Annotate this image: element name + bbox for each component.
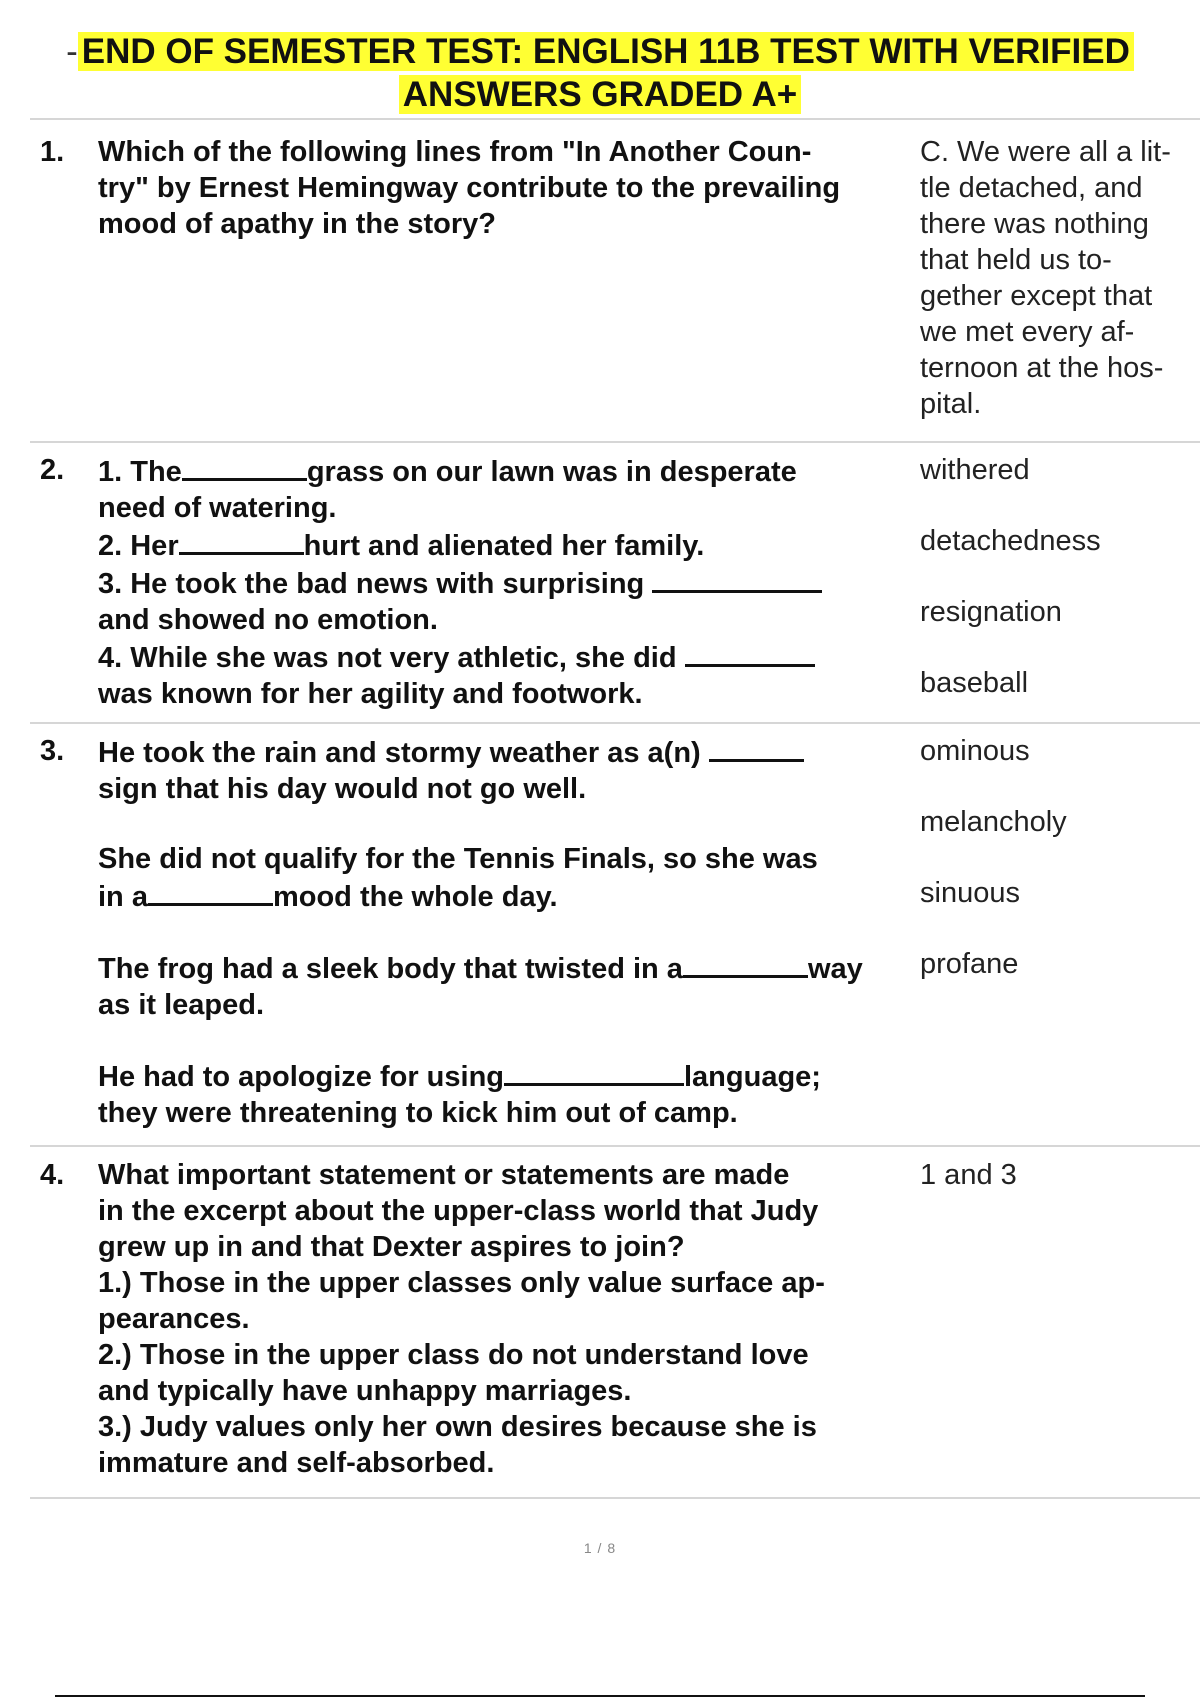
divider — [30, 441, 1200, 443]
fill-text: 1. The — [98, 456, 182, 488]
answer-blank — [709, 733, 804, 762]
answer-line: we met every af- — [920, 316, 1135, 348]
answer-line: 1 and 3 — [920, 1159, 1017, 1191]
fill-text: grass on our lawn was in desperate — [306, 456, 797, 488]
question-line: Which of the following lines from "In Another Coun- — [98, 136, 812, 168]
question-line — [98, 452, 940, 490]
question-line: What important statement or statements are made — [98, 1159, 790, 1191]
answer-line: melancholy — [920, 806, 1067, 838]
answer-line: there was nothing — [920, 208, 1149, 240]
question-line: 1.) Those in the upper classes only value surface ap- — [98, 1267, 825, 1299]
fill-text: The frog had a sleek body that twisted in a — [98, 953, 683, 985]
answer-text — [920, 733, 1200, 1017]
question-text — [98, 452, 940, 712]
question-line: they were threatening to kick him out of camp. — [98, 1097, 738, 1129]
question-line: mood of apathy in the story? — [98, 208, 496, 240]
answer-line: gether except that — [920, 280, 1153, 312]
question-number: 3. — [40, 735, 65, 767]
divider — [30, 722, 1200, 724]
title-dash: - — [66, 32, 78, 71]
question-line: as it leaped. — [98, 989, 265, 1021]
answer-blank — [652, 564, 822, 593]
question-line: pearances. — [98, 1303, 250, 1335]
title-line-2: ANSWERS GRADED A+ — [399, 75, 801, 114]
question-line: and typically have unhappy marriages. — [98, 1375, 632, 1407]
answer-line: C. We were all a lit- — [920, 136, 1171, 168]
divider — [30, 1145, 1200, 1147]
answer-line: profane — [920, 948, 1019, 980]
question-line — [98, 638, 940, 676]
answer-line: ominous — [920, 735, 1030, 767]
fill-text: 3. He took the bad news with surprising — [98, 568, 645, 600]
question-number: 2. — [40, 454, 65, 486]
fill-text: He had to apologize for using — [98, 1061, 504, 1093]
question-line: try" by Ernest Hemingway contribute to the prevailing — [98, 172, 841, 204]
answer-text — [920, 1157, 1200, 1193]
answer-line: resignation — [920, 596, 1062, 628]
fill-text: 4. While she was not very athletic, she did — [98, 642, 677, 674]
divider — [30, 1497, 1200, 1499]
fill-text: way — [807, 953, 863, 985]
answer-blank — [148, 877, 273, 906]
title-line-1: END OF SEMESTER TEST: ENGLISH 11B TEST WITH VERIFIED — [78, 32, 1134, 71]
answer-blank — [683, 949, 808, 978]
answer-blank — [179, 526, 304, 555]
answer-line: that held us to- — [920, 244, 1112, 276]
fill-text: language; — [684, 1061, 821, 1093]
fill-text: mood the whole day. — [272, 881, 558, 913]
answer-line: withered — [920, 454, 1030, 486]
answer-line: detachedness — [920, 525, 1101, 557]
question-line — [98, 877, 940, 915]
answer-blank — [504, 1057, 684, 1086]
answer-line: pital. — [920, 388, 982, 420]
bottom-divider — [55, 1695, 1145, 1697]
question-text — [98, 1157, 940, 1481]
question-line — [98, 733, 940, 771]
answer-line: ternoon at the hos- — [920, 352, 1164, 384]
question-line — [98, 949, 940, 987]
question-line: was known for her agility and footwork. — [98, 678, 643, 710]
fill-text: in a — [98, 881, 148, 913]
fill-text: He took the rain and stormy weather as a(n) — [98, 737, 701, 769]
answer-line: baseball — [920, 667, 1029, 699]
question-text — [98, 733, 940, 1131]
question-line: and showed no emotion. — [98, 604, 438, 636]
page-title — [40, 30, 1160, 116]
page-number: 1 / 8 — [583, 1540, 617, 1556]
question-number: 4. — [40, 1159, 65, 1191]
question-line: immature and self-absorbed. — [98, 1447, 495, 1479]
question-line: She did not qualify for the Tennis Finals, so she was — [98, 843, 818, 875]
answer-line: tle detached, and — [920, 172, 1143, 204]
question-line: 3.) Judy values only her own desires because she is — [98, 1411, 817, 1443]
question-line: need of watering. — [98, 492, 337, 524]
divider — [30, 118, 1200, 120]
question-line — [98, 564, 940, 602]
question-line — [98, 526, 940, 564]
fill-text: hurt and alienated her family. — [303, 530, 705, 562]
question-line: in the excerpt about the upper-class world that Judy — [98, 1195, 819, 1227]
answer-blank — [182, 452, 307, 481]
fill-text: 2. Her — [98, 530, 179, 562]
question-number: 1. — [40, 136, 65, 168]
answer-text — [920, 452, 1200, 736]
question-line: sign that his day would not go well. — [98, 773, 587, 805]
question-line: grew up in and that Dexter aspires to join? — [98, 1231, 685, 1263]
answer-line: sinuous — [920, 877, 1020, 909]
question-line: 2.) Those in the upper class do not understand love — [98, 1339, 809, 1371]
question-line — [98, 1057, 940, 1095]
question-text — [98, 134, 940, 242]
answer-text — [920, 134, 1200, 422]
answer-blank — [685, 638, 815, 667]
